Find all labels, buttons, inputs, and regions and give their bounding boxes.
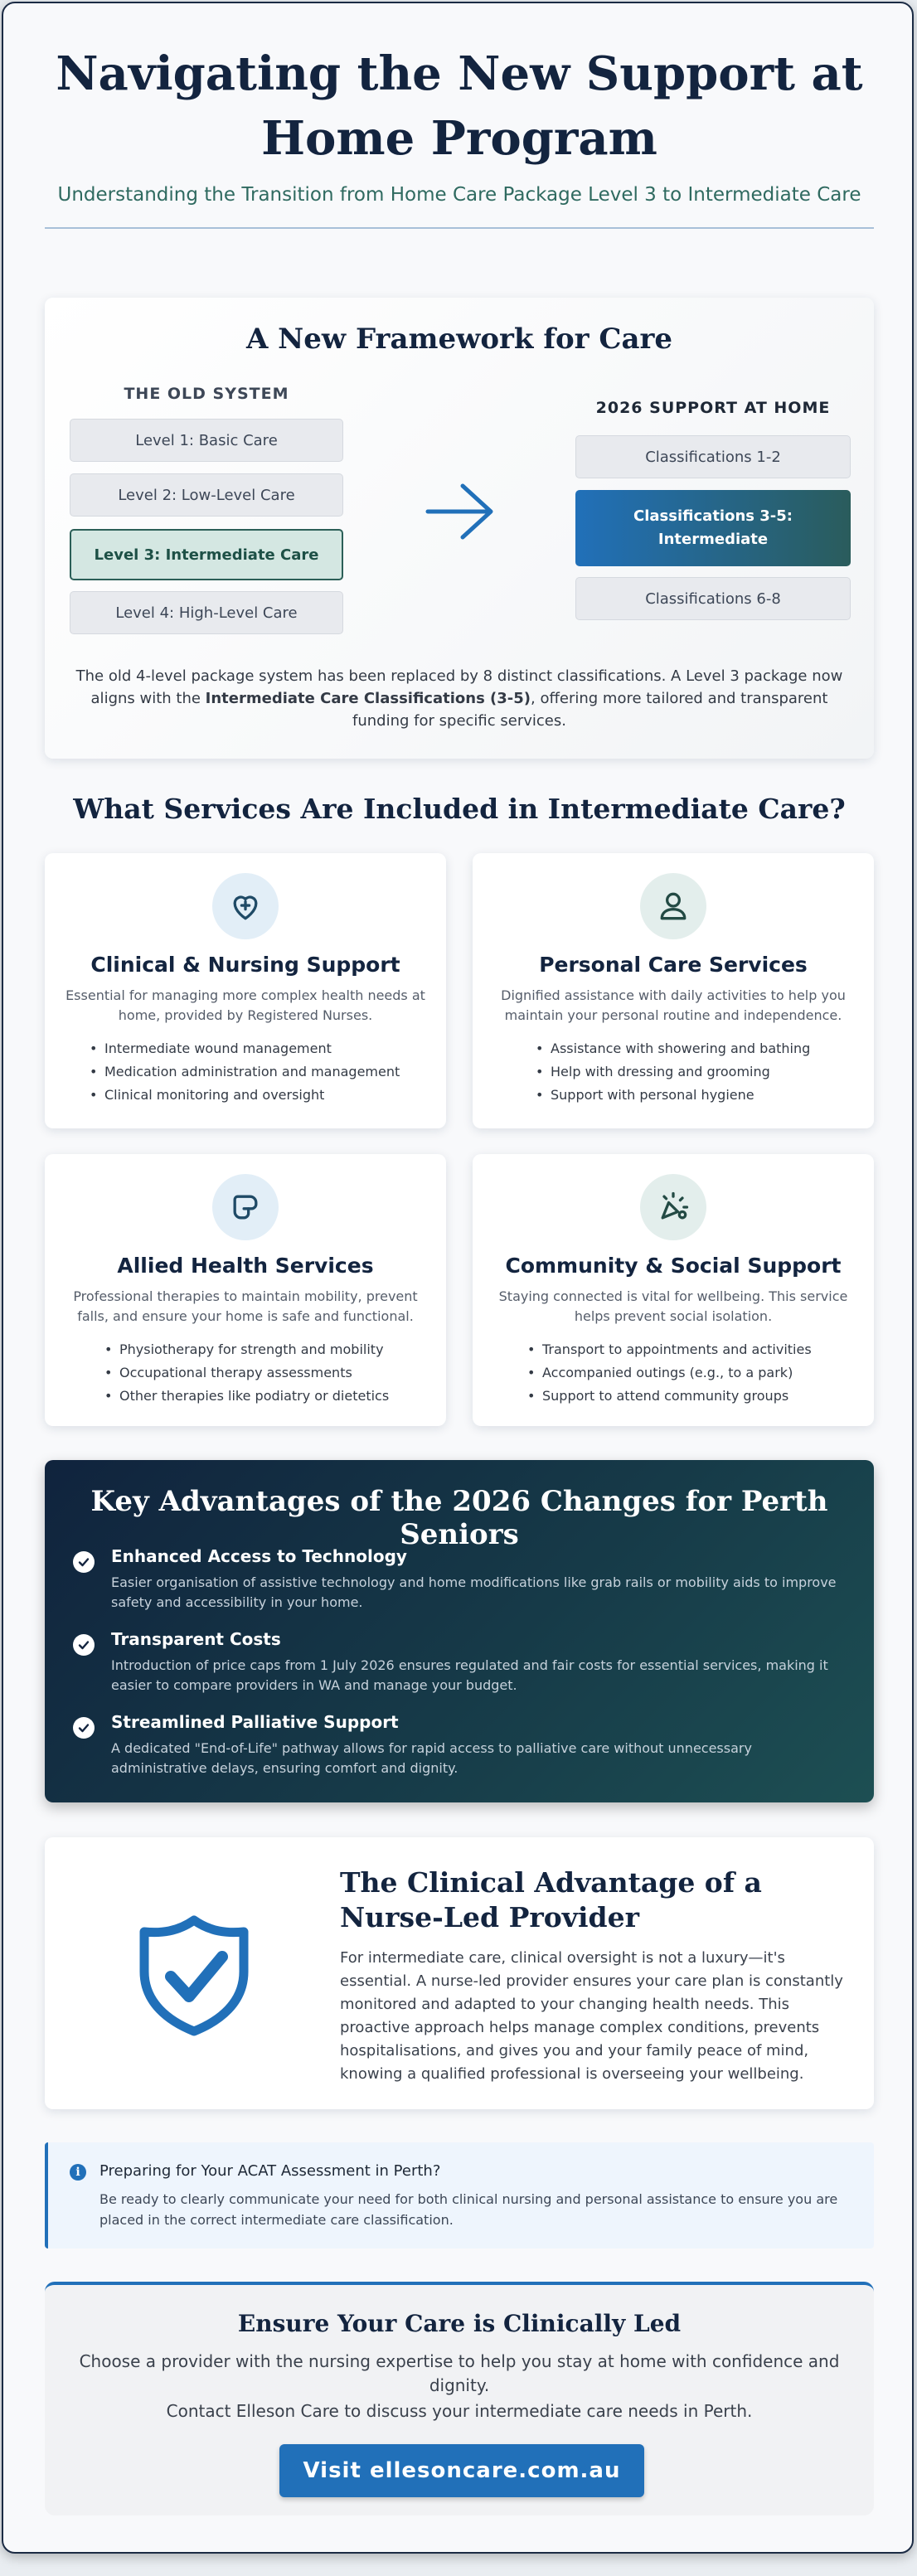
framework-title: A New Framework for Care bbox=[245, 323, 673, 356]
list-item: • Other therapies like podiatry or dietetics bbox=[101, 1385, 389, 1408]
service-bullets bbox=[532, 1037, 810, 1107]
celebration-icon bbox=[640, 1174, 706, 1240]
advantage-title: Streamlined Palliative Support bbox=[111, 1712, 399, 1732]
list-item: • Support with personal hygiene bbox=[532, 1084, 810, 1107]
list-item: • Support to attend community groups bbox=[524, 1385, 812, 1408]
old-system-heading: THE OLD SYSTEM bbox=[124, 385, 289, 403]
old-level-2: Level 2: Low-Level Care bbox=[70, 473, 343, 517]
list-item: • Physiotherapy for strength and mobility bbox=[101, 1338, 389, 1361]
cta-line-1: Choose a provider with the nursing expertise to help you stay at home with confidence and dignity. bbox=[79, 2351, 840, 2395]
list-item: • Medication administration and management bbox=[86, 1060, 400, 1084]
page-title: Navigating the New Support at Home Program bbox=[56, 46, 863, 166]
new-system-heading: 2026 SUPPORT AT HOME bbox=[595, 399, 831, 417]
service-title: Clinical & Nursing Support bbox=[90, 953, 400, 977]
list-item: • Occupational therapy assessments bbox=[101, 1361, 389, 1385]
advantages-title: Key Advantages of the 2026 Changes for Perth Seniors bbox=[90, 1485, 828, 1551]
service-card-community bbox=[473, 1154, 874, 1426]
content-column bbox=[45, 3, 874, 2483]
list-item: • Transport to appointments and activities bbox=[524, 1338, 812, 1361]
service-bullets bbox=[524, 1338, 812, 1408]
advantage-text: Easier organisation of assistive technology and home modifications like grab rails or mobility aids to improve safety and accessibility in your home. bbox=[111, 1574, 837, 1610]
service-card-allied bbox=[45, 1154, 446, 1426]
framework-explanation: The old 4-level package system has been replaced by 8 distinct classifications. A Level 3 package now aligns with the Intermediate Care Classifications (3-5), offering more tailored and transparent funding for specific services. bbox=[75, 667, 843, 730]
service-description: Essential for managing more complex health needs at home, provided by Registered Nurses. bbox=[66, 987, 425, 1023]
list-item: • Accompanied outings (e.g., to a park) bbox=[524, 1361, 812, 1385]
service-title: Personal Care Services bbox=[539, 953, 808, 977]
tip-title: Preparing for Your ACAT Assessment in Perth? bbox=[99, 2162, 441, 2180]
arrow-right-icon bbox=[425, 483, 496, 541]
header-divider bbox=[45, 227, 874, 229]
advantage-text: Introduction of price caps from 1 July 2026 ensures regulated and fair costs for essential services, making it easier to compare providers in WA and manage your budget. bbox=[111, 1657, 828, 1693]
service-description: Professional therapies to maintain mobility, prevent falls, and ensure your home is safe and functional. bbox=[73, 1288, 418, 1324]
old-level-1: Level 1: Basic Care bbox=[70, 419, 343, 462]
cta-line-2: Contact Elleson Care to discuss your intermediate care needs in Perth. bbox=[166, 2401, 753, 2421]
service-title: Allied Health Services bbox=[117, 1254, 374, 1278]
service-title: Community & Social Support bbox=[505, 1254, 842, 1278]
service-card-clinical bbox=[45, 853, 446, 1128]
service-bullets bbox=[101, 1338, 389, 1408]
tip-text: Be ready to clearly communicate your need for both clinical nursing and personal assistance to ensure you are placed in the correct intermediate care classification. bbox=[99, 2191, 838, 2228]
list-item: • Assistance with showering and bathing bbox=[532, 1037, 810, 1060]
check-circle-icon bbox=[73, 1634, 95, 1656]
nurse-led-text: For intermediate care, clinical oversight is not a luxury—it's essential. A nurse-led provider ensures your care plan is constantly monitored and adapted to your changing health needs. This proactive approach helps manage complex conditions, prevents hospitalisations, and gives you and your family peace of mind, knowing a qualified professional is overseeing your wellbeing. bbox=[340, 1949, 843, 2083]
nurse-led-card bbox=[45, 1837, 874, 2109]
infographic-page bbox=[2, 2, 914, 2554]
person-icon bbox=[640, 873, 706, 939]
advantage-title: Transparent Costs bbox=[111, 1629, 281, 1649]
framework-card bbox=[45, 298, 874, 759]
call-to-action bbox=[45, 2282, 874, 2515]
page-subtitle: Understanding the Transition from Home Care Package Level 3 to Intermediate Care bbox=[57, 184, 861, 206]
list-item: • Help with dressing and grooming bbox=[532, 1060, 810, 1084]
cta-title: Ensure Your Care is Clinically Led bbox=[237, 2310, 682, 2337]
check-circle-icon bbox=[73, 1717, 95, 1739]
service-bullets bbox=[86, 1037, 400, 1107]
info-icon: i bbox=[70, 2164, 86, 2181]
classification-3-5-highlighted: Classifications 3-5: Intermediate bbox=[575, 490, 851, 566]
advantage-text: A dedicated "End-of-Life" pathway allows for rapid access to palliative care without unnecessary administrative delays, ensuring comfort and dignity. bbox=[111, 1740, 752, 1776]
services-title: What Services Are Included in Intermediate Care? bbox=[73, 793, 846, 825]
advantage-item bbox=[73, 1629, 852, 1704]
classification-6-8: Classifications 6-8 bbox=[575, 577, 851, 620]
advantages-panel bbox=[45, 1460, 874, 1802]
service-description: Staying connected is vital for wellbeing. This service helps prevent social isolation. bbox=[498, 1288, 848, 1324]
check-circle-icon bbox=[73, 1551, 95, 1573]
old-level-3-highlighted: Level 3: Intermediate Care bbox=[70, 529, 343, 580]
old-level-4: Level 4: High-Level Care bbox=[70, 591, 343, 634]
advantage-item bbox=[73, 1546, 852, 1621]
service-description: Dignified assistance with daily activities to help you maintain your personal routine and independence. bbox=[501, 987, 846, 1023]
list-item: • Clinical monitoring and oversight bbox=[86, 1084, 400, 1107]
shield-check-icon bbox=[136, 1914, 252, 2038]
acat-tip-callout bbox=[45, 2142, 874, 2249]
classification-1-2: Classifications 1-2 bbox=[575, 435, 851, 478]
nurse-led-title: The Clinical Advantage of a Nurse-Led Provider bbox=[340, 1866, 762, 1933]
list-item: • Intermediate wound management bbox=[86, 1037, 400, 1060]
therapy-icon bbox=[212, 1174, 279, 1240]
service-card-personal bbox=[473, 853, 874, 1128]
advantage-item bbox=[73, 1712, 852, 1787]
advantage-title: Enhanced Access to Technology bbox=[111, 1546, 407, 1566]
visit-website-button[interactable]: Visit ellesoncare.com.au bbox=[279, 2444, 644, 2497]
heart-plus-icon bbox=[212, 873, 279, 939]
